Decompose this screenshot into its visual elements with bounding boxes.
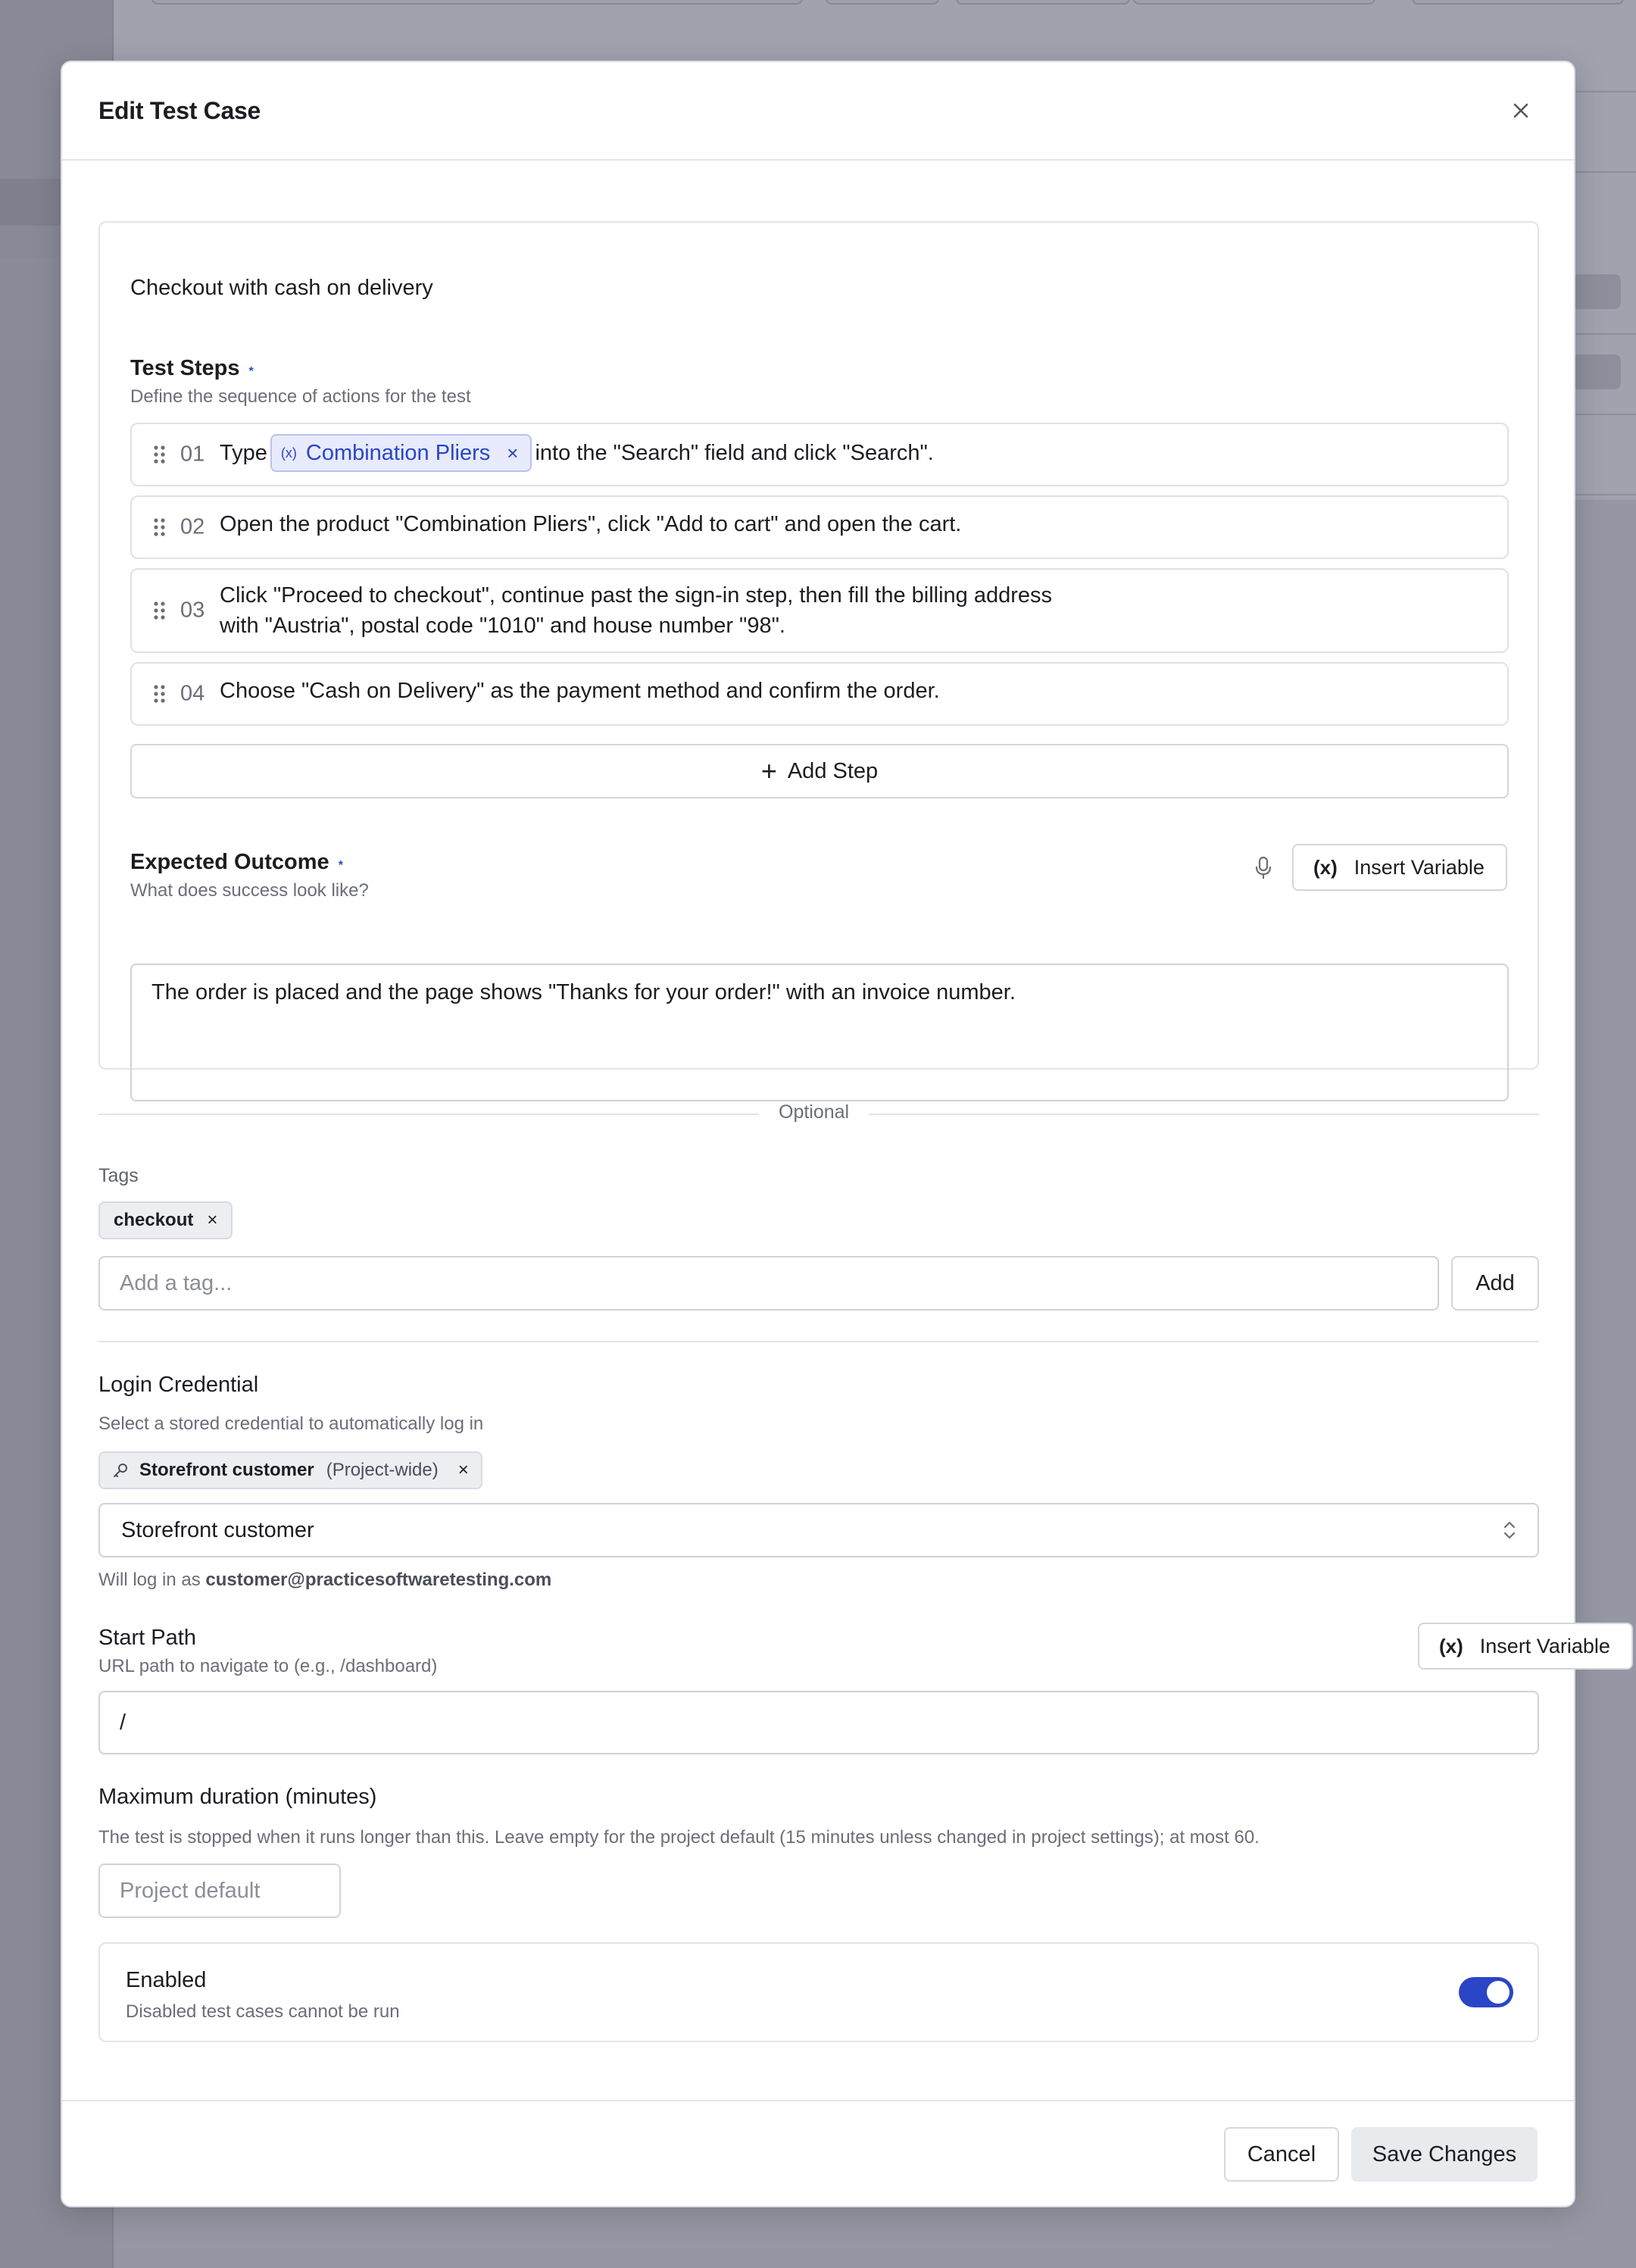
save-changes-button[interactable]: Save Changes — [1351, 2127, 1538, 2182]
enabled-description: Disabled test cases cannot be run — [126, 2001, 400, 2022]
expected-outcome-description: What does success look like? — [130, 880, 369, 901]
test-definition-card — [98, 221, 1539, 1070]
required-marker: * — [338, 859, 343, 872]
expected-outcome-textarea[interactable]: The order is placed and the page shows "Thanks for your order!" with an invoice number. — [130, 964, 1509, 1101]
required-marker: * — [248, 365, 254, 378]
credential-select[interactable] — [98, 1503, 1539, 1557]
close-icon — [1513, 102, 1529, 119]
start-path-description: URL path to navigate to (e.g., /dashboard) — [98, 1656, 438, 1676]
drag-handle-icon[interactable] — [153, 445, 167, 464]
test-step-3[interactable] — [130, 568, 1509, 653]
tags-label: Tags — [98, 1165, 139, 1186]
test-step-1[interactable] — [130, 423, 1509, 486]
enabled-label: Enabled — [126, 1968, 207, 1992]
step-text-line: with "Austria", postal code "1010" and house number "98". — [220, 614, 785, 638]
credential-chip — [98, 1451, 482, 1489]
logged-in-email: customer@practicesoftwaretesting.com — [205, 1570, 552, 1590]
toggle-knob — [1487, 1981, 1510, 2004]
dialog-footer — [62, 2100, 1574, 2206]
backdrop-filter — [1133, 0, 1375, 5]
plus-icon: + — [760, 755, 777, 786]
backdrop-badge — [1568, 355, 1621, 389]
backdrop-search-bar — [151, 0, 803, 5]
step-text-before: Type — [220, 441, 267, 465]
variable-icon: (x) — [1313, 855, 1338, 879]
step-text-line: Click "Proceed to checkout", continue past the sign-in step, then fill the billing address — [220, 583, 1053, 608]
cancel-button[interactable]: Cancel — [1224, 2127, 1339, 2182]
max-duration-description: The test is stopped when it runs longer than this. Leave empty for the project default (15 minutes unless changed in project settings); at most 60. — [98, 1827, 1260, 1848]
enabled-setting — [98, 1942, 1539, 2042]
backdrop-filter — [1412, 0, 1624, 5]
variable-chip[interactable] — [270, 434, 532, 472]
test-steps-description: Define the sequence of actions for the test — [130, 386, 471, 407]
variable-icon: (x) — [1439, 1634, 1463, 1657]
login-credential-label: Login Credential — [98, 1373, 259, 1397]
close-button[interactable] — [1507, 97, 1535, 124]
credential-chip-scope: (Project-wide) — [326, 1460, 439, 1480]
section-divider — [98, 1341, 1539, 1342]
remove-tag-icon[interactable]: × — [207, 1210, 218, 1230]
insert-variable-button[interactable] — [1418, 1623, 1633, 1670]
backdrop-filter — [956, 0, 1130, 5]
logged-in-as-text — [98, 1570, 551, 1591]
test-case-name[interactable]: Checkout with cash on delivery — [130, 276, 433, 300]
variable-chip-label: Combination Pliers — [305, 441, 491, 465]
add-step-label: Add Step — [787, 758, 879, 783]
step-number: 01 — [180, 442, 205, 467]
insert-variable-button[interactable] — [1292, 844, 1507, 891]
test-steps-title: Test Steps — [130, 356, 240, 380]
test-step-4[interactable] — [130, 662, 1509, 726]
backdrop-badge — [1568, 274, 1621, 309]
max-duration-input[interactable]: Project default — [98, 1863, 341, 1918]
step-number: 04 — [180, 681, 205, 706]
drag-handle-icon[interactable] — [153, 684, 167, 704]
step-text[interactable]: Open the product "Combination Pliers", click "Add to cart" and open the cart. — [220, 512, 962, 536]
login-credential-description: Select a stored credential to automatically log in — [98, 1414, 484, 1434]
test-step-2[interactable] — [130, 495, 1509, 559]
insert-variable-label: Insert Variable — [1479, 1634, 1610, 1657]
tag-chip — [98, 1201, 233, 1239]
drag-handle-icon[interactable] — [153, 517, 167, 537]
add-step-button[interactable] — [130, 744, 1509, 798]
credential-select-value: Storefront customer — [121, 1517, 314, 1542]
expected-outcome-title: Expected Outcome — [130, 850, 329, 874]
step-text[interactable] — [220, 434, 934, 472]
step-text-after: into the "Search" field and click "Search". — [535, 441, 934, 465]
remove-credential-icon[interactable]: × — [457, 1460, 469, 1480]
start-path-label: Start Path — [98, 1626, 196, 1650]
optional-divider-label: Optional — [759, 1101, 869, 1123]
tag-chip-label: checkout — [114, 1210, 194, 1230]
tag-input[interactable]: Add a tag... — [98, 1256, 1439, 1311]
step-text[interactable] — [220, 580, 1052, 641]
start-path-input[interactable]: / — [98, 1691, 1539, 1754]
max-duration-label: Maximum duration (minutes) — [98, 1785, 377, 1809]
expected-outcome-label — [130, 850, 343, 875]
step-text[interactable]: Choose "Cash on Delivery" as the payment method and confirm the order. — [220, 679, 940, 703]
microphone-icon — [1254, 856, 1272, 880]
dialog-title: Edit Test Case — [98, 97, 261, 124]
enabled-toggle[interactable] — [1459, 1977, 1513, 2007]
test-steps-label — [130, 356, 254, 381]
backdrop-filter — [826, 0, 939, 5]
dictate-button[interactable] — [1250, 853, 1277, 883]
chevron-up-down-icon — [1503, 1520, 1516, 1541]
credential-chip-name: Storefront customer — [139, 1460, 314, 1480]
dialog-header — [62, 62, 1574, 161]
insert-variable-label: Insert Variable — [1353, 855, 1485, 879]
remove-variable-icon[interactable]: × — [507, 442, 519, 464]
drag-handle-icon[interactable] — [153, 601, 167, 620]
key-icon — [112, 1462, 129, 1479]
variable-icon: (x) — [280, 445, 297, 461]
step-number: 02 — [180, 514, 205, 539]
step-number: 03 — [180, 598, 205, 623]
add-tag-button[interactable]: Add — [1451, 1256, 1539, 1311]
edit-test-case-dialog — [61, 61, 1610, 2207]
logged-in-prefix: Will log in as — [98, 1570, 201, 1590]
